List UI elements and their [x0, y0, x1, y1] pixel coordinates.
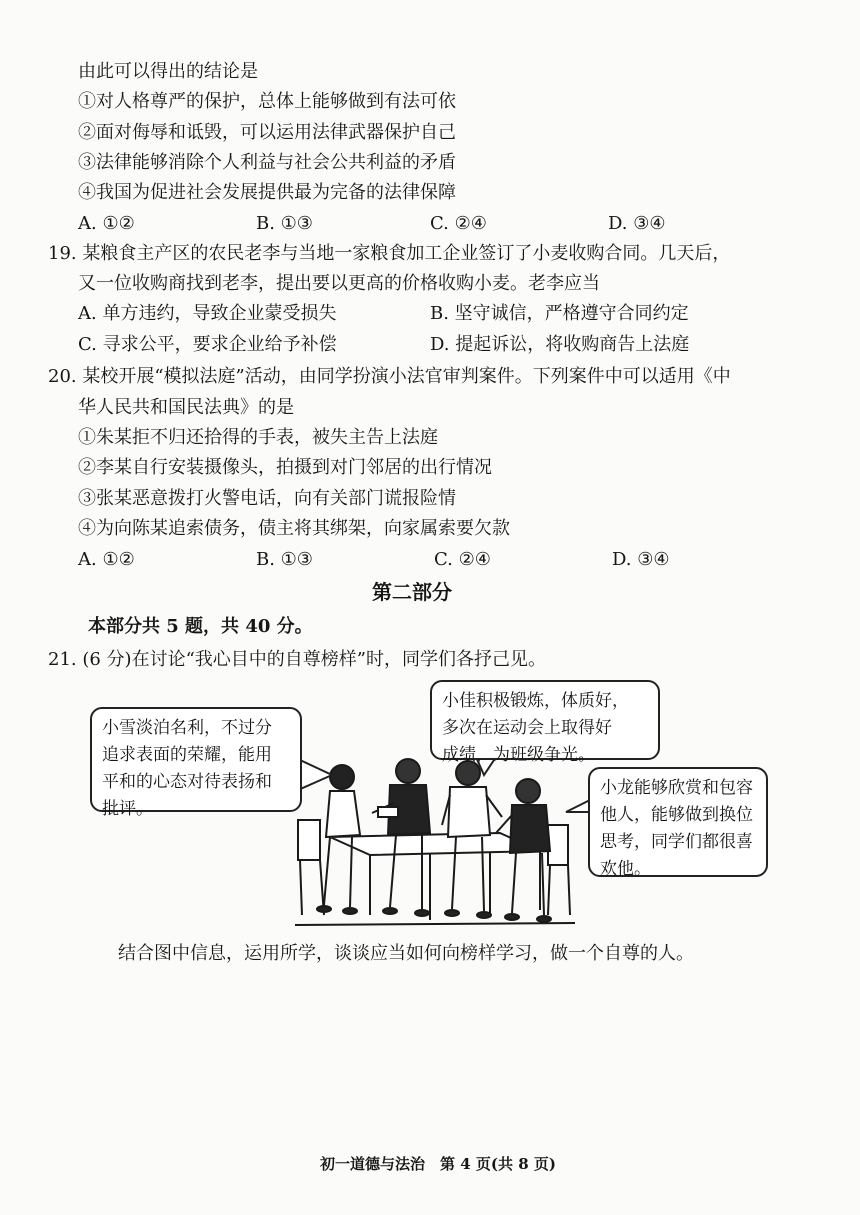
q20-statement-2: ②李某自行安装摄像头，拍摄到对门邻居的出行情况	[78, 457, 492, 478]
q21-task: 结合图中信息，运用所学，谈谈应当如何向榜样学习，做一个自尊的人。	[118, 943, 694, 964]
part2-intro: 本部分共 5 题，共 40 分。	[88, 616, 313, 637]
q20-statement-3: ③张某恶意拨打火警电话，向有关部门谎报险情	[78, 488, 456, 509]
q19-stem-line1: 19. 某粮食主产区的农民老李与当地一家粮食加工企业签订了小麦收购合同。几天后，	[48, 243, 731, 264]
q20-stem-line1: 20. 某校开展“模拟法庭”活动，由同学扮演小法官审判案件。下列案件中可以适用《中	[48, 366, 731, 387]
q18-option-c: C. ②④	[430, 213, 487, 234]
q18-option-a: A. ①②	[78, 213, 135, 234]
speech-bubble-xiaolong: 小龙能够欣赏和包容 他人，能够做到换位 思考，同学们都很喜 欢他。	[588, 767, 768, 877]
q18-lead: 由此可以得出的结论是	[78, 61, 258, 82]
q18-statement-2: ②面对侮辱和诋毁，可以运用法律武器保护自己	[78, 122, 456, 143]
q21-stem: 21. (6 分)在讨论“我心目中的自尊榜样”时，同学们各抒己见。	[48, 649, 546, 670]
q18-statement-1: ①对人格尊严的保护，总体上能够做到有法可依	[78, 91, 456, 112]
q20-stem-line2: 华人民共和国民法典》的是	[78, 397, 294, 418]
q18-option-b: B. ①③	[256, 213, 313, 234]
q19-stem-line2: 又一位收购商找到老李，提出要以更高的价格收购小麦。老李应当	[78, 273, 600, 294]
q20-option-a: A. ①②	[78, 549, 135, 570]
q18-option-d: D. ③④	[608, 213, 666, 234]
q19-option-d: D. 提起诉讼，将收购商告上法庭	[430, 334, 690, 355]
q20-option-c: C. ②④	[434, 549, 491, 570]
q19-option-a: A. 单方违约，导致企业蒙受损失	[78, 303, 337, 324]
q20-statement-1: ①朱某拒不归还拾得的手表，被失主告上法庭	[78, 427, 438, 448]
q19-option-b: B. 坚守诚信，严格遵守合同约定	[430, 303, 689, 324]
q20-statement-4: ④为向陈某追索债务，债主将其绑架，向家属索要欠款	[78, 518, 510, 539]
speech-bubble-xiaoxue: 小雪淡泊名利，不过分 追求表面的荣耀，能用 平和的心态对待表扬和 批评。	[90, 707, 302, 812]
q18-statement-4: ④我国为促进社会发展提供最为完备的法律保障	[78, 182, 456, 203]
q19-option-c: C. 寻求公平，要求企业给予补偿	[78, 334, 337, 355]
q20-option-b: B. ①③	[256, 549, 313, 570]
page-footer: 初一道德与法治 第 4 页(共 8 页)	[320, 1155, 556, 1173]
part2-title: 第二部分	[372, 580, 452, 604]
q18-statement-3: ③法律能够消除个人利益与社会公共利益的矛盾	[78, 152, 456, 173]
speech-bubble-xiaojia: 小佳积极锻炼，体质好， 多次在运动会上取得好 成绩，为班级争光。	[430, 680, 660, 760]
q20-option-d: D. ③④	[612, 549, 670, 570]
